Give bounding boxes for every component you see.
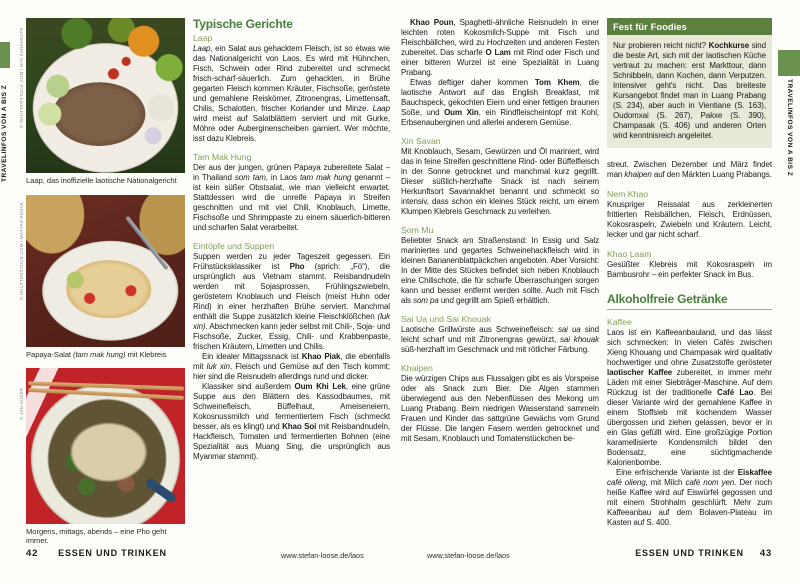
footer-right-page (607, 548, 772, 559)
section-title-typische-gerichte: Typische Gerichte (193, 17, 293, 31)
spoon-handle (144, 477, 177, 504)
footer-url: www.stefan-loose.de/laos (427, 551, 510, 560)
subhead-xin-savan: Xin Savan (401, 136, 441, 146)
edge-tab-label-right: TRAVELINFOS VON A BIS Z (786, 79, 793, 177)
paragraph-nem-khao: Knuspriger Reissalat aus zerkleinerten frittierten Reisbällchen, Fleisch, Erdnüssen, Kokosraspeln, Zwiebeln und Kräutern. Leicht, lecker und gar nicht scharf. (607, 200, 772, 239)
paragraph-sai-ua: Laotische Grillwürste aus Schweinefleisch: sai ua sind leicht scharf und mit Zitronengras gewürzt, sai khouak süß-herzhaft im Geschmack und mit rötlicher Färbung. (401, 325, 600, 354)
subhead-khaipen: Khaipen (401, 363, 433, 373)
subhead-nem-khao: Nem Khao (607, 189, 649, 199)
column-snacks (401, 18, 599, 444)
photo-pho-soup (26, 368, 185, 524)
photo-papaya-salad (26, 195, 185, 347)
section-title-alkoholfreie-getraenke: Alkoholfreie Getränke (607, 292, 728, 306)
heading-rule (607, 309, 772, 310)
info-box-title: Fest für Foodies (607, 18, 772, 35)
footer-left-page (26, 548, 167, 559)
paragraph-suppen-1: Suppen werden zu jeder Tageszeit gegessen. Ein Frühstücksklassiker ist Pho (sprich: „Fö“), die ursprünglich aus Vietnam stammt. Reisbandnudeln werden mit Sojasprossen, Frühlingszwiebeln, geröstetem Knoblauch und Fleisch (meist Huhn oder Rind) in einer herzhaften Brühe serviert. Manchmal enthält die Suppe zusätzlich kleine Fleischklößchen (luk xin). Abschmecken kann jeder selbst mit Chili-, Soja- und Fischsoße, Zucker, Essig, Chili- und Krabbenpaste, frischen Kräutern, Limetten und Chilis. (193, 252, 390, 351)
edge-tab-marker-left (0, 42, 10, 68)
footer-section-left: ESSEN UND TRINKEN (58, 548, 167, 558)
paragraph-kaffee-1: Laos ist ein Kaffeeanbauland, und das lässt sich schmecken: In vielen Cafés zwischen Xieng Khouang und Champasak wird qualitativ hochwertiger und ohne Zusatzstoffe gerösteter laotischer Kaffee zubereitet, in immer mehr Läden mit einer Siebträger-Maschine. Auf dem Rückzug ist der traditionelle Café Lao. Bei dieser Variante wird der gemahlene Kaffee in einem Stoffsieb mit kochendem Wasser übergossen und ziehen gelassen, bevor er in ein Glas gefüllt wird. Eine großzügige Portion karamellisierte Kondensmilch bildet den Bodensatz, eine süchtigmachende Kalorienbombe. (607, 328, 772, 467)
chopstick-icon (28, 388, 184, 400)
photo-laap-salad (26, 18, 185, 173)
footer-url: www.stefan-loose.de/laos (281, 551, 364, 560)
photo-caption-laap: Laap, das inoffizielle laotische Nationalgericht (26, 176, 177, 185)
page-number-left: 42 (26, 548, 39, 559)
paragraph-khaipen: Die würzigen Chips aus Flussalgen gibt es als Vorspeise oder als Snack zum Bier. Die Algen stammen überwiegend aus den Nebenflüssen des Mekong um Luang Prabang. Beim niedrigen Wasserstand sammeln Frauen und Kinder das sattgrüne Gewächs vom Grund der Flüsse. Die langen Fasern werden getrocknet und mit Sesam, Knoblauch und Tomatenstückchen be- (401, 374, 599, 443)
column-right-page (607, 18, 772, 528)
paragraph-khaipen-continuation: streut. Zwischen Dezember und März findet man khaipen auf den Märkten Luang Prabangs. (607, 160, 772, 179)
subhead-tam-mak-hung: Tam Mak Hung (193, 152, 252, 162)
photo-credit-laap: © SHUTTERSTOCK.COM / NITI KANTAROTE (19, 27, 24, 128)
paragraph-xin-savan: Mit Knoblauch, Sesam, Gewürzen und Öl mariniert, wird das in feine Streifen geschnittene Rind- oder Büffelfleisch in der Sonne getrocknet und manchmal kurz gegrillt. Dieser süßlich-herzhafte Snack ist nach seinem Herkunftsort Savannakhet benannt und schmeckt so intensiv, dass schon ein kleines Stück reicht, um einem Klumpen Klebreis Geschmack zu verleihen. (401, 147, 599, 216)
paragraph-som-mu: Beliebter Snack am Straßenstand: In Essig und Salz mariniertes und gegartes Schweinehackfleisch wird in kleinen Bananenblattpäckchen angeboten. Aber Vorsicht: In der Mitte des Stückes befindet sich neben Knoblauch eine Chilischote, die für scharfe Überraschungen sorgen kann und besser entfernt werden sollte. Auch mit Fisch als som pa und gegrillt am Spieß erhältlich. (401, 236, 599, 305)
fork-icon (125, 216, 169, 270)
paragraph-tom-khem: Etwas deftiger daher kommen Tom Khem, die laotische Antwort auf das English Breakfast, mit Bauchspeck, gekochten Eiern und einer fettigen braunen Soße, und Oum Xin, ein Rindfleischeintopf mit Kohl, Erbsenauberginen und allerlei anderem Gemüse. (401, 78, 599, 127)
info-box-fest-fuer-foodies (607, 18, 772, 148)
column-typische-gerichte (193, 18, 390, 462)
edge-tab-label-left: TRAVELINFOS VON A BIS Z (1, 84, 8, 182)
paragraph-kaffee-2: Eine erfrischende Variante ist der Eiskaffee café olieng, mit Milch café nom yen. Der noch heiße Kaffee wird auf Eiswürfel gegossen und mit einem Strohhalm geschlürft. Mehr zum Kaffeeanbau auf dem Bolaven-Plateau im Kasten auf S. 400. (607, 468, 772, 527)
subhead-kaffee: Kaffee (607, 317, 632, 327)
photo-credit-papaya: © SHUTTERSTOCK.COM / MATYAS REHAK (19, 202, 24, 300)
edge-tab-marker-right (778, 50, 800, 76)
photo-caption-papaya: Papaya-Salat (tam mak hung) mit Klebreis (26, 350, 167, 359)
photo-credit-pho: © JAN DÜKER (19, 387, 24, 420)
subhead-laap: Laap (193, 33, 213, 43)
paragraph-suppen-2: Ein idealer Mittagssnack ist Khao Piak, die ebenfalls mit luk xin, Fleisch und Gemüse auf den Tisch kommt; hier sind die Reisnudeln allerdings rund und dicker. (193, 352, 390, 381)
subhead-sai-ua: Sai Ua und Sai Khouak (401, 314, 491, 324)
subhead-som-mu: Som Mu (401, 225, 434, 235)
subhead-eintoepfe-und-suppen: Eintöpfe und Suppen (193, 241, 275, 251)
footer-section-right: ESSEN UND TRINKEN (635, 548, 744, 558)
paragraph-khao-laam: Gesüßter Klebreis mit Kokosraspeln im Bambusrohr – ein perfekter Snack im Bus. (607, 260, 772, 279)
info-box-paragraph: Nur probieren reicht nicht? Kochkurse sind die beste Art, sich mit der laotischen Küche vertraut zu machen: erst Markttour, dann Schnibbeln, dann Kochen, dann Verputzen. Intensiver geht's nicht. Das breiteste Kursangebot findet man in Luang Prabang (S. 234), aber auch in Vientiane (S. 163), Oudomxai (S. 267), Pakxe (S. 390), Champasak (S. 406) und anderen Orten wird kenntnisreich angeleitet. (613, 41, 766, 140)
subhead-khao-laam: Khao Laam (607, 249, 652, 259)
paragraph-tam-mak-hung: Der aus der jungen, grünen Papaya zubereitete Salat – in Thailand som tam, in Laos tam mak hung genannt – ist kein süßer Obstsalat, wie man vielleicht erwartet. Stattdessen wird die unreife Papaya in Streifen geschnitten und mit viel Chili, Knoblauch, Limette, Fischsoße und Shrimppaste zu einem säuerlich-bitteren und scharfen Salat verarbeitet. (193, 163, 390, 232)
paragraph-suppen-3: Klassiker sind außerdem Oum Khi Lek, eine grüne Suppe aus den Blättern des Kassodbaumes, mit Schweinefleisch, Büffelhaut, Ameiseneiern, Kokosnussmilch und fermentiertem Fisch (schmeckt besser, als es klingt) und Khao Soi mit Reisbandnudeln, Hackfleisch, Tomaten und fermentierten Bohnen (eine Spezialität aus Muang Sing, die ursprünglich aus Myanmar stammt). (193, 382, 390, 461)
paragraph-khao-poun: Khao Poun, Spaghetti-ähnliche Reisnudeln in einer leichten roten Kokosmilch-Suppe mit Fisch und Fleischbällchen, wird zu Hochzeiten und anderen Festen zubereitet. Das scharfe O Lam mit Rind oder Fisch und einer bitteren Wurzel ist eine Spezialität in Luang Prabang. (401, 18, 599, 77)
photo-caption-pho: Morgens, mittags, abends – eine Pho geht immer. (26, 527, 167, 545)
paragraph-laap: Laap, ein Salat aus gehacktem Fleisch, ist so etwas wie das Nationalgericht von Laos. Es wird mit Hühnchen, Fisch, Schwein oder Rind zubereitet und schmeckt frisch-scharf-säuerlich. Zum gehackten, in Brühe gegarten Fleisch kommen Kräuter, Fischsoße, geröstete und gemahlene Reiskörner, Zitronengras, Limettensaft, Chilis, Schalotten, frischer Koriander und Minze. Laap wird meist auf Salatblättern serviert und mit Gurke, Möhre oder Auberginenscheiben garniert. Wer möchte, isst dazu Klebreis. (193, 44, 390, 143)
page-number-right: 43 (759, 548, 772, 559)
